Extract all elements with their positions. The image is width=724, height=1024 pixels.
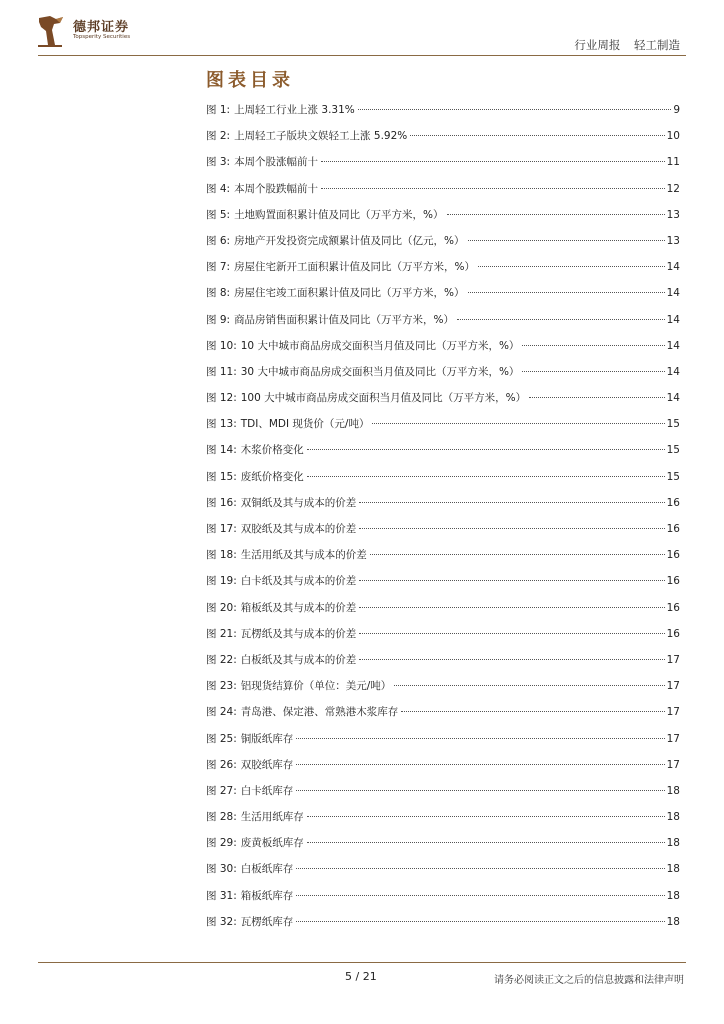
toc-dot-leader [358, 109, 672, 110]
company-logo [36, 14, 176, 50]
toc-entry-page: 16 [666, 496, 680, 509]
toc-entry[interactable] [206, 259, 680, 285]
toc-dot-leader [468, 292, 665, 293]
toc-entry-title: 瓦楞纸库存 [240, 915, 294, 928]
toc-dot-leader [296, 790, 664, 791]
toc-entry-page: 13 [666, 234, 680, 247]
toc-entry-page: 14 [666, 339, 680, 352]
toc-entry-title: 白板纸库存 [240, 863, 294, 876]
toc-entry-number: 图 29: [206, 837, 237, 850]
toc-dot-leader [457, 319, 665, 320]
toc-dot-leader [307, 476, 665, 477]
toc-entry[interactable] [206, 731, 680, 757]
toc-entry-number: 图 26: [206, 758, 237, 771]
toc-dot-leader [307, 816, 665, 817]
toc-dot-leader [321, 161, 665, 162]
toc-entry-title: 30 大中城市商品房成交面积当月值及同比（万平方米，%） [240, 365, 520, 378]
toc-entry-number: 图 19: [206, 575, 237, 588]
toc-entry-page: 9 [673, 104, 680, 116]
toc-entry-page: 11 [666, 156, 680, 169]
toc-dot-leader [359, 633, 664, 634]
toc-entry-title: 铝现货结算价（单位：美元/吨） [240, 680, 392, 693]
toc-entry[interactable] [206, 285, 680, 311]
toc-dot-leader [359, 607, 664, 608]
toc-entry[interactable] [206, 416, 680, 442]
toc-dot-leader [372, 423, 664, 424]
toc-dot-leader [296, 868, 664, 869]
toc-entry-title: 双铜纸及其与成本的价差 [240, 496, 357, 509]
toc-entry-title: 木浆价格变化 [240, 444, 304, 457]
toc-entry-page: 16 [666, 627, 680, 640]
toc-entry-title: 100 大中城市商品房成交面积当月值及同比（万平方米，%） [240, 392, 527, 405]
toc-entry-number: 图 1: [206, 104, 231, 116]
toc-entry-title: 双胶纸库存 [240, 758, 294, 771]
toc-entry-page: 17 [666, 706, 680, 719]
toc-entry-number: 图 3: [206, 156, 231, 169]
toc-entry-page: 17 [666, 758, 680, 771]
toc-entry-title: TDI、MDI 现货价（元/吨） [240, 418, 370, 431]
toc-dot-leader [359, 502, 664, 503]
toc-entry[interactable] [206, 390, 680, 416]
toc-entry-number: 图 14: [206, 444, 237, 457]
header-divider [38, 55, 686, 56]
toc-entry-number: 图 4: [206, 182, 231, 195]
toc-dot-leader [359, 528, 664, 529]
toc-entry-title: 房屋住宅竣工面积累计值及同比（万平方米，%） [234, 287, 465, 300]
toc-entry-number: 图 8: [206, 287, 231, 300]
toc-entry-number: 图 9: [206, 313, 231, 326]
toc-entry-page: 16 [666, 523, 680, 535]
toc-dot-leader [401, 711, 664, 712]
toc-entry-page: 12 [666, 182, 680, 195]
toc-entry-number: 图 23: [206, 680, 237, 693]
industry-label: 轻工制造 [634, 38, 680, 52]
toc-entry-number: 图 32: [206, 915, 237, 928]
toc-dot-leader [529, 397, 665, 398]
toc-entry-title: 箱板纸及其与成本的价差 [240, 601, 357, 614]
toc-entry-number: 图 28: [206, 811, 237, 824]
toc-entry[interactable] [206, 652, 680, 678]
toc-dot-leader [468, 240, 665, 241]
toc-title: 图表目录 [206, 70, 294, 91]
toc-entry[interactable] [206, 678, 680, 704]
toc-entry-title: 10 大中城市商品房成交面积当月值及同比（万平方米，%） [240, 339, 520, 352]
toc-entry-page: 17 [666, 732, 680, 745]
toc-entry-title: 废黄板纸库存 [240, 837, 304, 850]
toc-entry[interactable] [206, 704, 680, 730]
toc-entry[interactable] [206, 783, 680, 809]
report-type-label: 行业周报 [574, 38, 621, 52]
toc-dot-leader [321, 188, 665, 189]
toc-dot-leader [296, 921, 664, 922]
toc-dot-leader [522, 371, 664, 372]
toc-entry-number: 图 24: [206, 706, 237, 719]
toc-entry[interactable] [206, 809, 680, 835]
toc-entry-number: 图 7: [206, 261, 231, 274]
toc-entry-page: 17 [666, 680, 680, 693]
toc-entry-page: 10 [666, 130, 680, 143]
toc-entry-number: 图 6: [206, 234, 231, 247]
toc-entry-title: 白卡纸及其与成本的价差 [240, 575, 357, 588]
toc-entry-title: 白板纸及其与成本的价差 [240, 653, 357, 666]
toc-entry-number: 图 18: [206, 549, 237, 562]
toc-entry-number: 图 10: [206, 339, 237, 352]
toc-entry-page: 18 [666, 784, 680, 797]
footer-divider [38, 962, 686, 963]
toc-entry[interactable] [206, 233, 680, 259]
toc-dot-leader [307, 449, 665, 450]
toc-entry[interactable] [206, 861, 680, 887]
toc-entry-title: 商品房销售面积累计值及同比（万平方米，%） [234, 313, 455, 326]
toc-entry-title: 箱板纸库存 [240, 889, 294, 902]
report-category [564, 37, 680, 53]
toc-entry[interactable] [206, 312, 680, 338]
toc-entry[interactable] [206, 888, 680, 914]
toc-entry-number: 图 30: [206, 863, 237, 876]
toc-entry[interactable] [206, 128, 680, 154]
toc-dot-leader [296, 895, 664, 896]
toc-entry-number: 图 12: [206, 392, 237, 405]
toc-entry-title: 青岛港、保定港、常熟港木浆库存 [240, 706, 399, 719]
toc-entry[interactable] [206, 757, 680, 783]
toc-entry-title: 白卡纸库存 [240, 784, 294, 797]
toc-entry-title: 上周轻工行业上涨 3.31% [234, 104, 355, 116]
toc-entry-page: 18 [666, 889, 680, 902]
toc-entry-page: 18 [666, 915, 680, 928]
toc-dot-leader [478, 266, 665, 267]
toc-entry-title: 双胶纸及其与成本的价差 [240, 523, 357, 535]
toc-entry-number: 图 5: [206, 208, 231, 221]
toc-entry[interactable] [206, 469, 680, 495]
toc-entry-page: 17 [666, 653, 680, 666]
toc-entry-page: 14 [666, 365, 680, 378]
toc-entry-number: 图 20: [206, 601, 237, 614]
toc-dot-leader [410, 135, 664, 136]
toc-entry-title: 本周个股跌幅前十 [234, 182, 319, 195]
toc-entry[interactable] [206, 573, 680, 599]
toc-entry-page: 14 [666, 261, 680, 274]
page-number: 5 / 21 [345, 970, 377, 983]
toc-entry[interactable] [206, 181, 680, 207]
toc-dot-leader [296, 764, 664, 765]
toc-list [206, 102, 680, 940]
toc-dot-leader [359, 659, 664, 660]
toc-entry-page: 15 [666, 418, 680, 431]
logo-chinese-name: 德邦证券 [73, 20, 130, 35]
page-header [0, 0, 724, 60]
toc-entry-page: 16 [666, 601, 680, 614]
toc-entry-page: 18 [666, 837, 680, 850]
toc-dot-leader [522, 345, 664, 346]
toc-dot-leader [447, 214, 665, 215]
toc-entry-number: 图 17: [206, 523, 237, 535]
toc-dot-leader [394, 685, 664, 686]
toc-entry[interactable] [206, 521, 680, 547]
toc-entry-number: 图 21: [206, 627, 237, 640]
toc-entry[interactable] [206, 338, 680, 364]
toc-entry-number: 图 16: [206, 496, 237, 509]
toc-entry-title: 房地产开发投资完成额累计值及同比（亿元，%） [234, 234, 465, 247]
toc-entry-page: 14 [666, 287, 680, 300]
toc-entry-page: 18 [666, 863, 680, 876]
toc-entry[interactable] [206, 835, 680, 861]
toc-entry[interactable] [206, 207, 680, 233]
toc-dot-leader [296, 738, 664, 739]
logo-english-name: Topsperity Securities [73, 34, 131, 40]
toc-entry[interactable] [206, 102, 680, 128]
toc-entry[interactable] [206, 442, 680, 468]
toc-entry-title: 房屋住宅新开工面积累计值及同比（万平方米，%） [234, 261, 476, 274]
toc-entry[interactable] [206, 626, 680, 652]
toc-entry-page: 14 [666, 313, 680, 326]
bull-logo-icon [36, 14, 66, 48]
toc-entry-number: 图 11: [206, 365, 237, 378]
toc-entry-title: 铜版纸库存 [240, 732, 294, 745]
toc-entry-number: 图 22: [206, 653, 237, 666]
toc-entry-title: 废纸价格变化 [240, 470, 304, 483]
toc-entry-page: 13 [666, 208, 680, 221]
legal-disclaimer: 请务必阅读正文之后的信息披露和法律声明 [494, 975, 684, 986]
toc-entry-title: 上周轻工子版块文娱轻工上涨 5.92% [234, 130, 408, 143]
toc-entry-number: 图 31: [206, 889, 237, 902]
toc-entry-page: 16 [666, 549, 680, 562]
toc-entry[interactable] [206, 364, 680, 390]
toc-entry-title: 生活用纸库存 [240, 811, 304, 824]
toc-entry[interactable] [206, 154, 680, 180]
toc-dot-leader [307, 842, 665, 843]
toc-entry-page: 18 [666, 811, 680, 824]
toc-entry-number: 图 25: [206, 732, 237, 745]
toc-entry-title: 瓦楞纸及其与成本的价差 [240, 627, 357, 640]
toc-entry-number: 图 27: [206, 784, 237, 797]
toc-entry[interactable] [206, 495, 680, 521]
toc-entry-page: 15 [666, 470, 680, 483]
toc-entry-number: 图 2: [206, 130, 231, 143]
toc-entry[interactable] [206, 547, 680, 573]
toc-dot-leader [359, 580, 664, 581]
toc-entry-title: 土地购置面积累计值及同比（万平方米，%） [234, 208, 444, 221]
toc-entry-number: 图 13: [206, 418, 237, 431]
toc-entry-title: 本周个股涨幅前十 [234, 156, 319, 169]
toc-entry-page: 14 [666, 392, 680, 405]
toc-entry-page: 16 [666, 575, 680, 588]
toc-entry-title: 生活用纸及其与成本的价差 [240, 549, 367, 562]
toc-dot-leader [370, 554, 665, 555]
toc-entry[interactable] [206, 600, 680, 626]
toc-entry-number: 图 15: [206, 470, 237, 483]
toc-entry[interactable] [206, 914, 680, 940]
toc-entry-page: 15 [666, 444, 680, 457]
